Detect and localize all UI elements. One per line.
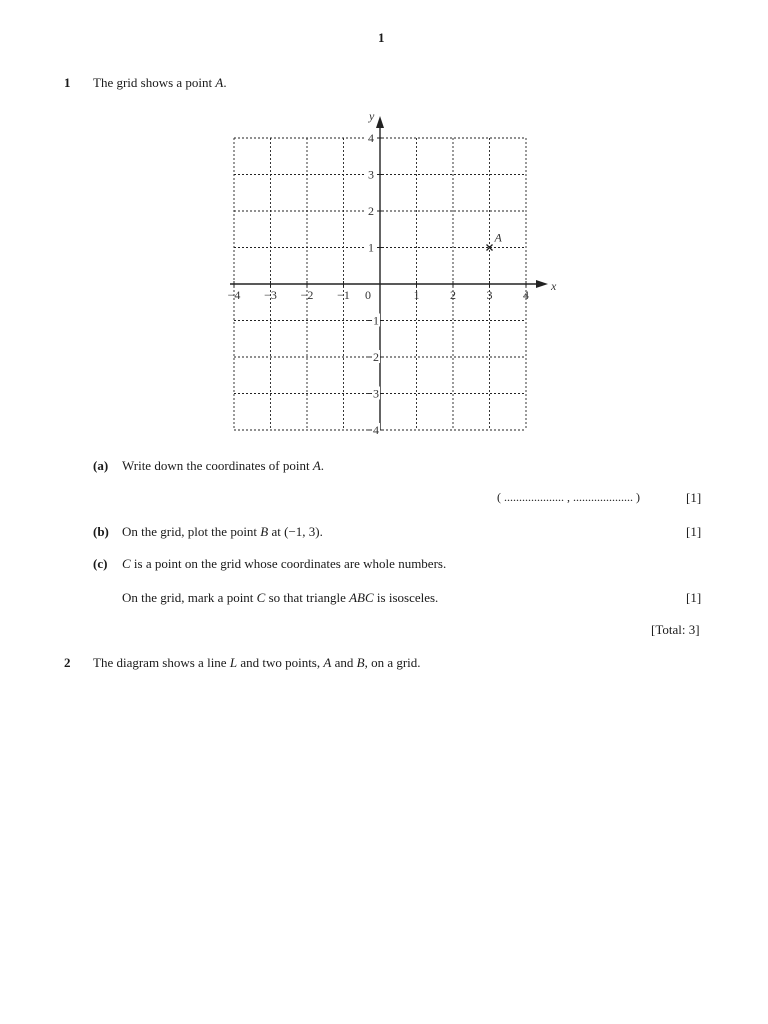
origin-label: 0	[365, 288, 371, 302]
part-c-var-c2: C	[256, 590, 266, 605]
part-a-var: A	[312, 458, 321, 473]
y-axis-label: y	[369, 109, 375, 123]
part-b-label: (b)	[93, 524, 109, 539]
part-b-text	[122, 524, 323, 540]
x-tick-label: −4	[227, 288, 241, 302]
y-tick-label: 1	[368, 240, 374, 255]
q2-stem-and: and	[331, 655, 357, 670]
question-1-number: 1	[64, 75, 71, 90]
point-label: A	[494, 230, 502, 245]
stem-var: A	[215, 75, 224, 90]
x-axis-label: x	[551, 279, 557, 293]
y-axis-arrow-icon	[376, 116, 384, 128]
stem-text: The grid shows a point	[93, 75, 216, 90]
coordinate-grid[interactable]	[215, 109, 557, 442]
y-tick-label: 1	[373, 313, 379, 328]
x-tick-label: 3	[486, 288, 493, 302]
page-number: 1	[378, 30, 385, 45]
part-a-marks: [1]	[686, 490, 702, 505]
part-a-text-post: .	[320, 458, 325, 473]
x-tick-label: −3	[264, 288, 277, 302]
question-2-number: 2	[64, 655, 71, 670]
q2-var-a: A	[323, 655, 332, 670]
y-tick-label: 2	[373, 350, 379, 364]
part-c-line-2-pre: On the grid, mark a point	[122, 590, 257, 605]
part-c-var-c: C	[122, 556, 131, 571]
q2-var-l: L	[229, 655, 238, 670]
y-tick-label: 2	[368, 204, 374, 218]
x-tick-label: 2	[450, 288, 456, 302]
y-tick-label: 4	[373, 423, 379, 437]
y-tick-label: 3	[373, 386, 379, 401]
y-tick-label: 4	[368, 131, 374, 145]
part-a-text-pre: Write down the coordinates of point	[122, 458, 313, 473]
x-tick-label: −2	[300, 288, 314, 302]
part-b-text-post: at (−1, 3).	[268, 524, 323, 539]
q2-stem-mid: and two points,	[237, 655, 324, 670]
q2-stem-post: , on a grid.	[364, 655, 421, 670]
part-c-line-1-text: is a point on the grid whose coordinates are whole numbers.	[130, 556, 447, 571]
part-b-marks: [1]	[686, 524, 702, 539]
question-1-total: [Total: 3]	[651, 622, 700, 637]
question-2-stem	[93, 655, 421, 671]
x-axis-arrow-icon	[536, 280, 548, 288]
part-c-line-1	[122, 556, 446, 572]
part-c-marks: [1]	[686, 590, 702, 605]
q2-var-b: B	[356, 655, 365, 670]
part-b-var: B	[260, 524, 269, 539]
part-c-label: (c)	[93, 556, 108, 571]
part-a-label: (a)	[93, 458, 109, 473]
part-c-line-2-post: is isosceles.	[373, 590, 439, 605]
part-a-text	[122, 458, 324, 474]
x-tick-label: 1	[413, 288, 420, 302]
x-tick-label: −1	[337, 288, 350, 302]
part-a-answer-line[interactable]: ( .................... , .................... )	[497, 490, 640, 504]
x-tick-label: 4	[523, 288, 529, 302]
q2-stem-pre: The diagram shows a line	[93, 655, 230, 670]
part-c-line-2-mid: so that triangle	[265, 590, 350, 605]
y-tick-label: 3	[368, 167, 374, 182]
part-b-text-pre: On the grid, plot the point	[122, 524, 261, 539]
part-c-line-2	[122, 590, 438, 606]
question-1-stem	[93, 75, 227, 91]
stem-text-end: .	[223, 75, 227, 90]
part-c-var-abc: ABC	[349, 590, 374, 605]
